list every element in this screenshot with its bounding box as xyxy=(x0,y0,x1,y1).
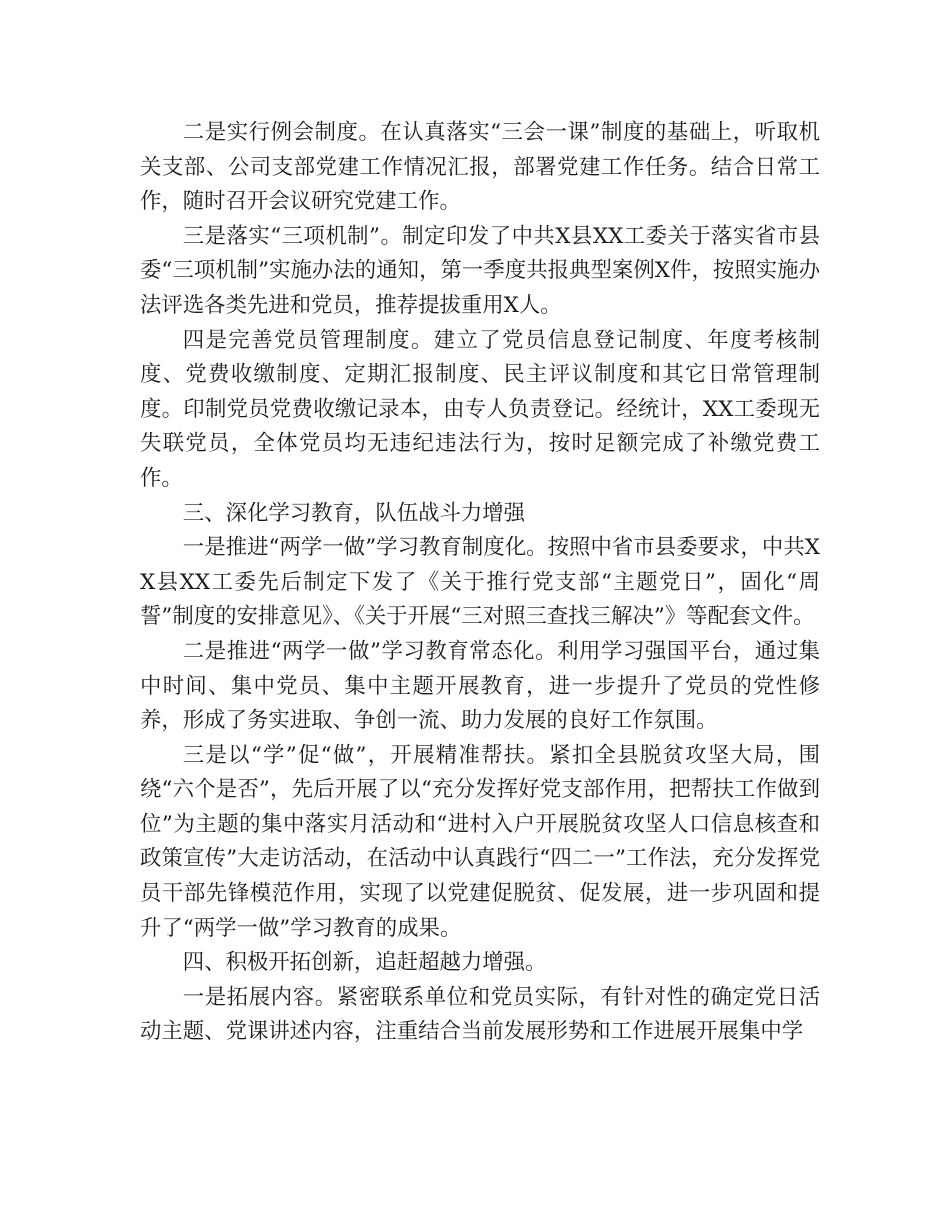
paragraph-normalization: 二是推进“两学一做”学习教育常态化。利用学习强国平台，通过集中时间、集中党员、集中主题开展教育，进一步提升了党员的党性修养，形成了务实进取、争创一流、助力发展的良好工作氛围。 xyxy=(140,638,820,734)
section-heading-study-education: 三、深化学习教育，队伍战斗力增强 xyxy=(182,500,526,526)
section-heading-innovation: 四、积极开拓创新，追赶超越力增强。 xyxy=(182,950,547,976)
paragraph-member-management: 四是完善党员管理制度。建立了党员信息登记制度、年度考核制度、党费收缴制度、定期汇报制度、民主评议制度和其它日常管理制度。印制党员党费收缴记录本，由专人负责登记。经统计，XX工委现无失联党员，全体党员均无违纪违法行为，按时足额完成了补缴党费工作。 xyxy=(140,327,820,491)
paragraph-institutionalization: 一是推进“两学一做”学习教育制度化。按照中省市县委要求，中共XX县XX工委先后制定下发了《关于推行党支部“主题党日”，固化“周誓”制度的安排意见》、《关于开展“三对照三查找三解决”》等配套文件。 xyxy=(140,535,820,630)
paragraph-precise-assistance: 三是以“学”促“做”，开展精准帮扶。紧扣全县脱贫攻坚大局，围绕“六个是否”，先后开展了以“充分发挥好党支部作用，把帮扶工作做到位”为主题的集中落实月活动和“进村入户开展脱贫攻坚人口信息核查和政策宣传”大走访活动，在活动中认真践行“四二一”工作法，充分发挥党员干部先锋模范作用，实现了以党建促脱贫、促发展，进一步巩固和提升了“两学一做”学习教育的成果。 xyxy=(140,742,820,941)
paragraph-expand-content: 一是拓展内容。紧密联系单位和党员实际，有针对性的确定党日活动主题、党课讲述内容，注重结合当前发展形势和工作进展开展集中学 xyxy=(140,984,820,1045)
paragraph-three-mechanisms: 三是落实“三项机制”。制定印发了中共X县XX工委关于落实省市县委“三项机制”实施办法的通知，第一季度共报典型案例X件，按照实施办法评选各类先进和党员，推荐提拔重用X人。 xyxy=(140,223,820,318)
paragraph-meeting-system: 二是实行例会制度。在认真落实“三会一课”制度的基础上，听取机关支部、公司支部党建工作情况汇报，部署党建工作任务。结合日常工作，随时召开会议研究党建工作。 xyxy=(140,120,820,215)
document-page xyxy=(140,116,820,1050)
